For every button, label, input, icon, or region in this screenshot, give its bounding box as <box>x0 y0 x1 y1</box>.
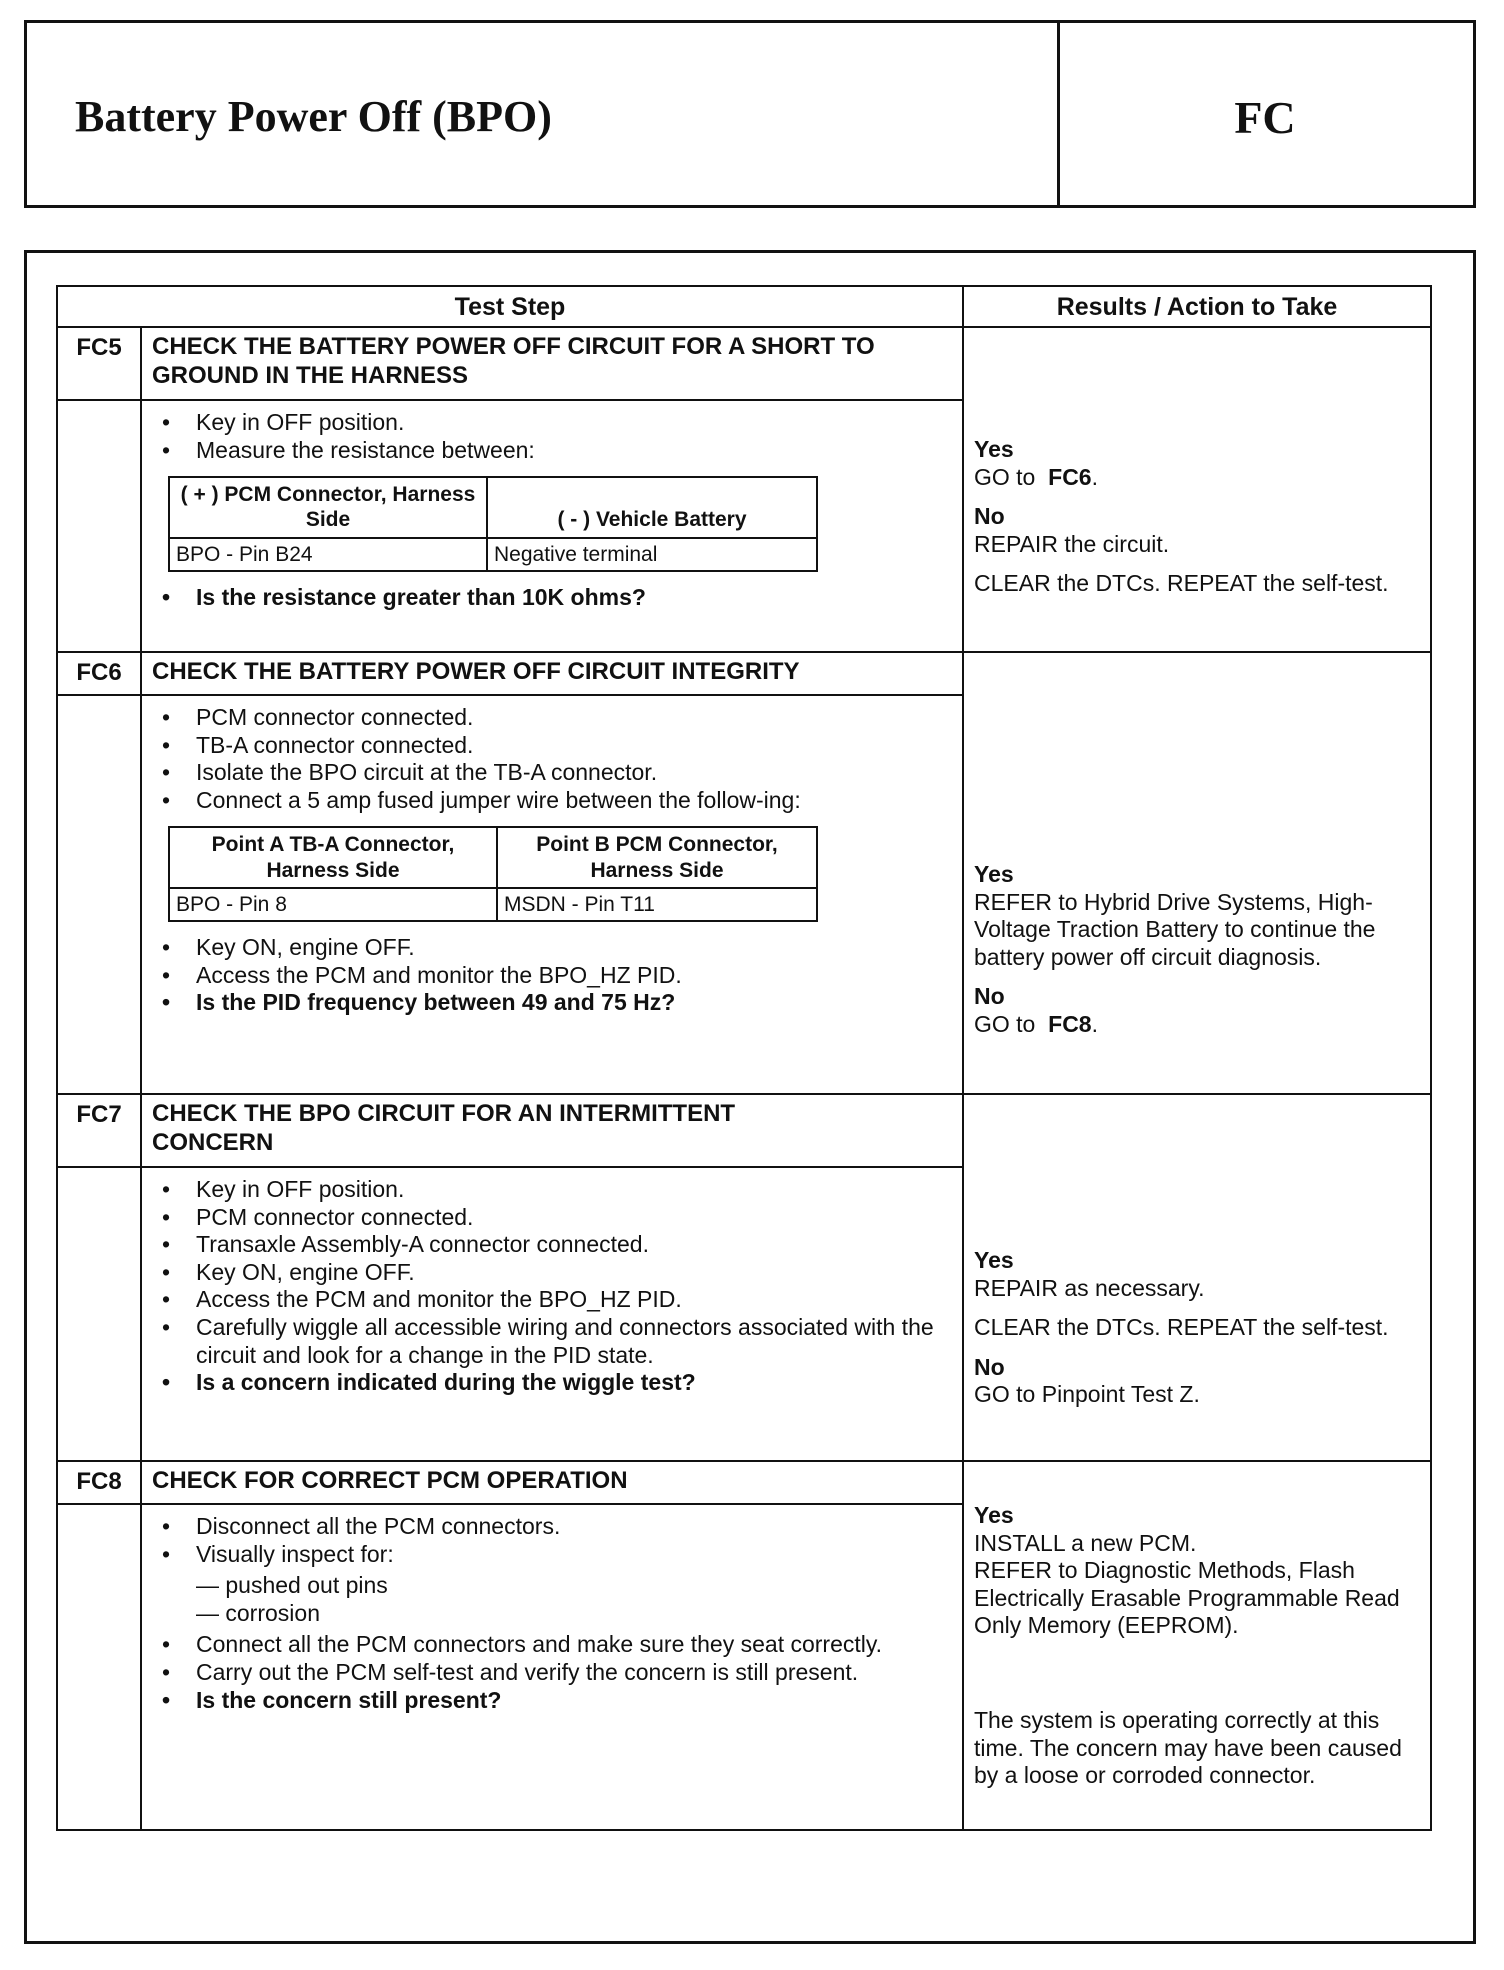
list-item: • Transaxle Assembly-A connector connected. <box>156 1231 942 1259</box>
list-item: • Carefully wiggle all accessible wiring and connectors associated with the circuit and look for a change in the PID state. <box>156 1314 942 1369</box>
connector-cell: BPO - Pin 8 <box>169 888 497 921</box>
extra-action: CLEAR the DTCs. REPEAT the self-test. <box>974 570 1389 597</box>
yes-label: Yes <box>974 861 1014 887</box>
list-item: • Visually inspect for: <box>156 1541 942 1569</box>
step-question: • Is the resistance greater than 10K ohms? <box>156 584 942 612</box>
connector-cell: Negative terminal <box>487 538 817 571</box>
pinpoint-test-table <box>56 285 1432 1831</box>
step-question: • Is the PID frequency between 49 and 75 Hz? <box>156 989 942 1017</box>
connector-col-header: Point A TB-A Connector, Harness Side <box>169 827 497 887</box>
step-id: FC8 <box>57 1461 141 1504</box>
step-fc5-results <box>963 327 1431 652</box>
step-question: • Is the concern still present? <box>156 1687 942 1715</box>
list-item: • Isolate the BPO circuit at the TB-A connector. <box>156 759 942 787</box>
yes-label: Yes <box>974 436 1014 462</box>
step-fc6-results <box>963 652 1431 1094</box>
list-item: • Carry out the PCM self-test and verify the concern is still present. <box>156 1659 942 1687</box>
step-id: FC7 <box>57 1094 141 1167</box>
no-action: GO to Pinpoint Test Z. <box>974 1381 1200 1408</box>
extra-action: CLEAR the DTCs. REPEAT the self-test. <box>974 1314 1389 1341</box>
inspect-item: — corrosion <box>196 1599 320 1626</box>
step-fc5-title-row <box>57 327 1431 400</box>
no-label: No <box>974 1353 1005 1380</box>
step-title: CHECK THE BATTERY POWER OFF CIRCUIT INTEGRITY <box>141 652 963 695</box>
no-action: The system is operating correctly at this time. The concern may have been caused by a loose or corroded connector. <box>974 1707 1402 1789</box>
no-label: No <box>974 503 1005 530</box>
step-fc5-steps <box>141 400 963 652</box>
yes-label: Yes <box>974 1247 1014 1273</box>
yes-label: Yes <box>974 1502 1014 1528</box>
list-item: • Disconnect all the PCM connectors. <box>156 1513 942 1541</box>
step-title: CHECK THE BPO CIRCUIT FOR AN INTERMITTENT CONCERN <box>141 1094 963 1167</box>
yes-action: REFER to Hybrid Drive Systems, High-Voltage Traction Battery to continue the battery power off circuit diagnosis. <box>974 888 1376 970</box>
list-item: • Access the PCM and monitor the BPO_HZ PID. <box>156 1286 942 1314</box>
step-fc8-results <box>963 1461 1431 1830</box>
step-fc7-title-row <box>57 1094 1431 1167</box>
step-id-spacer <box>57 695 141 1094</box>
yes-action: GO to FC6. <box>974 463 1098 490</box>
connector-table <box>168 826 818 922</box>
yes-action: INSTALL a new PCM. <box>974 1529 1197 1556</box>
no-action: REPAIR the circuit. <box>974 530 1170 557</box>
yes-action: REPAIR as necessary. <box>974 1274 1205 1301</box>
step-fc6-steps <box>141 695 963 1094</box>
no-label: No <box>974 983 1005 1010</box>
page-header <box>24 20 1476 208</box>
list-item: • TB-A connector connected. <box>156 732 942 760</box>
inspect-list <box>196 1572 942 1627</box>
col-header-test-step: Test Step <box>57 286 963 327</box>
step-id-spacer <box>57 400 141 652</box>
refer-action: REFER to Diagnostic Methods, Flash Electrically Erasable Programmable Read Only Memory (EEPROM). <box>974 1557 1400 1639</box>
list-item: • Key ON, engine OFF. <box>156 1259 942 1287</box>
step-title: CHECK THE BATTERY POWER OFF CIRCUIT FOR A SHORT TO GROUND IN THE HARNESS <box>141 327 963 400</box>
list-item: • Key in OFF position. <box>156 1176 942 1204</box>
list-item: • Key in OFF position. <box>156 409 942 437</box>
list-item: • PCM connector connected. <box>156 1204 942 1232</box>
step-id-spacer <box>57 1504 141 1830</box>
connector-table <box>168 476 818 572</box>
list-item: • Key ON, engine OFF. <box>156 934 942 962</box>
connector-col-header: Point B PCM Connector, Harness Side <box>497 827 817 887</box>
step-id: FC6 <box>57 652 141 695</box>
list-item: • Connect a 5 amp fused jumper wire between the follow-ing: <box>156 787 942 815</box>
col-header-results: Results / Action to Take <box>963 286 1431 327</box>
no-action: GO to FC8. <box>974 1010 1098 1037</box>
list-item: • PCM connector connected. <box>156 704 942 732</box>
connector-col-header: ( + ) PCM Connector, Harness Side <box>169 477 487 537</box>
connector-col-header: ( - ) Vehicle Battery <box>487 477 817 537</box>
step-id: FC5 <box>57 327 141 400</box>
connector-cell: BPO - Pin B24 <box>169 538 487 571</box>
list-item: • Connect all the PCM connectors and make sure they seat correctly. <box>156 1631 942 1659</box>
section-code: FC <box>1234 92 1296 143</box>
inspect-item: — pushed out pins <box>196 1572 388 1599</box>
step-title: CHECK FOR CORRECT PCM OPERATION <box>141 1461 963 1504</box>
step-fc6-title-row <box>57 652 1431 695</box>
connector-cell: MSDN - Pin T11 <box>497 888 817 921</box>
table-header-row <box>57 286 1431 327</box>
step-fc7-steps <box>141 1167 963 1461</box>
list-item: • Measure the resistance between: <box>156 437 942 465</box>
step-fc8-title-row <box>57 1461 1431 1504</box>
step-fc7-results <box>963 1094 1431 1461</box>
page-title: Battery Power Off (BPO) <box>75 92 552 141</box>
step-fc8-steps <box>141 1504 963 1830</box>
list-item: • Access the PCM and monitor the BPO_HZ PID. <box>156 962 942 990</box>
step-id-spacer <box>57 1167 141 1461</box>
step-question: • Is a concern indicated during the wiggle test? <box>156 1369 942 1397</box>
